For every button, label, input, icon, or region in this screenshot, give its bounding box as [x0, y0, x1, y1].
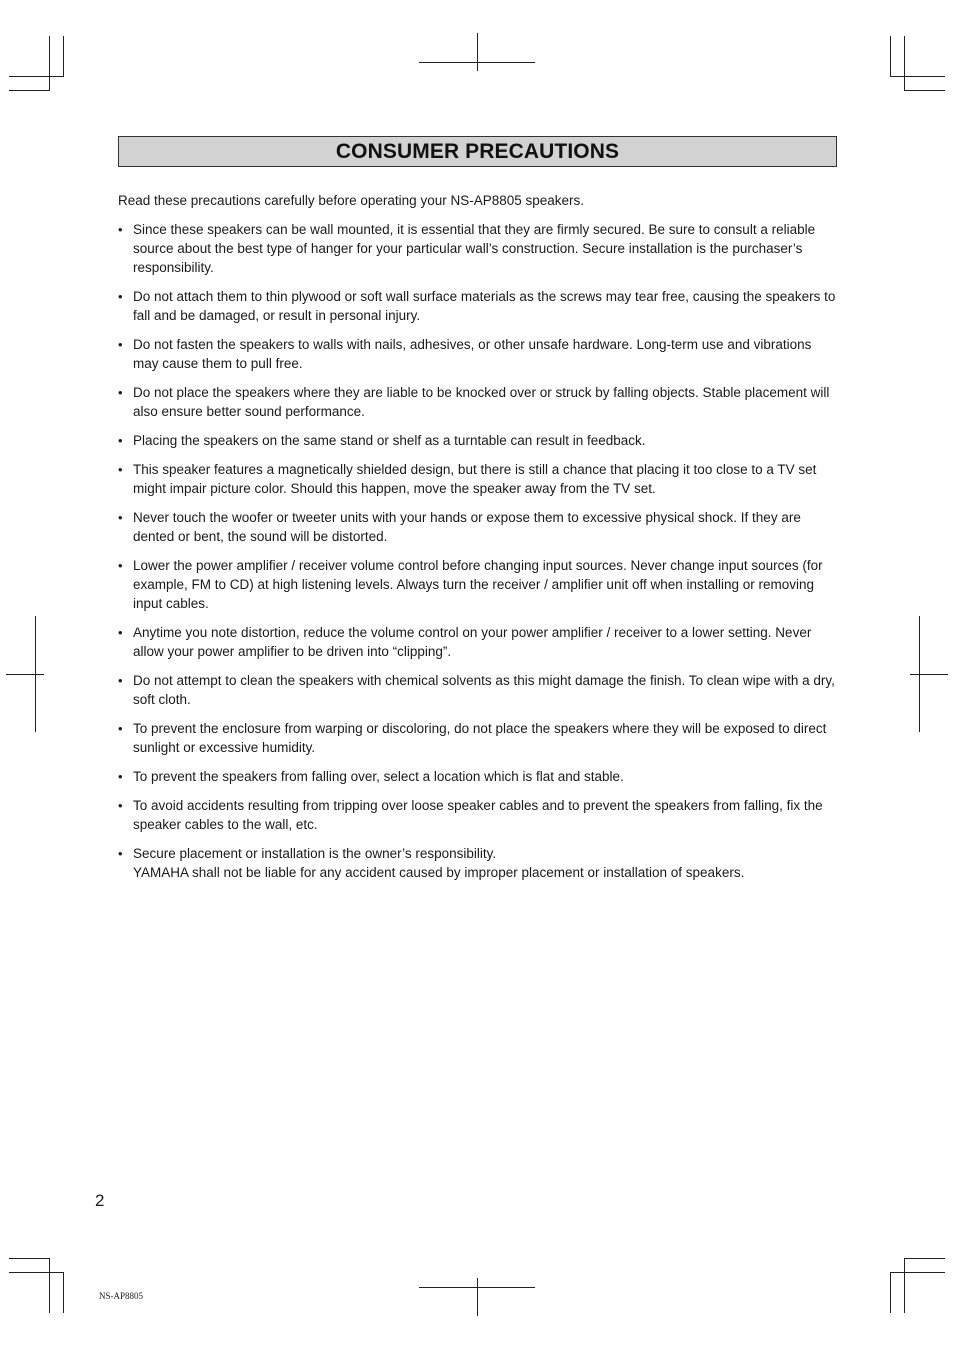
bullet: • — [118, 558, 123, 573]
bullet: • — [118, 462, 123, 477]
crop-mark — [890, 1272, 945, 1273]
crop-mark — [6, 674, 44, 675]
bullet: • — [118, 769, 123, 785]
bullet: • — [118, 846, 123, 861]
list-item-text: Secure placement or installation is the owner’s responsibility. — [133, 846, 497, 861]
section-title-box — [118, 136, 837, 167]
bullet: • — [118, 337, 123, 353]
crop-mark — [890, 36, 891, 77]
bullet: • — [118, 798, 123, 813]
list-item-text: Lower the power amplifier / receiver volume control before changing input sources. Never change input sources (for example, FM to CD) at high listening levels. Always turn the receiver / amplifier unit off when installing or removing input cables. — [133, 558, 823, 612]
list-item — [118, 335, 836, 373]
list-item-text: Since these speakers can be wall mounted, it is essential that they are firmly secured. Be sure to consult a reliable source about the best type of hanger for your particular wall’s construction. Secure installation is the purchaser’s responsibility. — [133, 222, 816, 276]
crop-mark — [904, 1258, 945, 1259]
crop-mark — [890, 76, 945, 77]
list-item — [118, 383, 836, 421]
footer-model-code: NS-AP8805 — [99, 1291, 144, 1301]
list-item — [118, 796, 836, 834]
crop-mark — [890, 1272, 891, 1313]
list-item-text: This speaker features a magnetically shielded design, but there is still a chance that placing it too close to a TV set might impair picture color. Should this happen, move the speaker away from the TV set. — [133, 462, 817, 497]
list-item-text: To prevent the enclosure from warping or discoloring, do not place the speakers where they will be exposed to direct sunlight or excessive humidity. — [133, 721, 827, 756]
crop-mark — [49, 36, 50, 91]
list-item-text-line2: YAMAHA shall not be liable for any accident caused by improper placement or installation of speakers. — [133, 865, 745, 881]
crop-mark — [904, 36, 905, 91]
crop-mark — [419, 62, 535, 63]
bullet: • — [118, 673, 123, 689]
list-item-text: Placing the speakers on the same stand or shelf as a turntable can result in feedback. — [133, 433, 646, 449]
list-item-text: Do not attach them to thin plywood or soft wall surface materials as the screws may tear free, causing the speakers to fall and be damaged, or result in personal injury. — [133, 289, 836, 324]
bullet: • — [118, 385, 123, 401]
list-item-text: To prevent the speakers from falling over, select a location which is flat and stable. — [133, 769, 624, 785]
list-item-text: Anytime you note distortion, reduce the volume control on your power amplifier / receiver to a lower setting. Never allow your power amplifier to be driven into “clipping”. — [133, 625, 812, 660]
list-item — [118, 287, 836, 325]
list-item — [118, 508, 836, 546]
list-item — [118, 844, 836, 882]
page-number: 2 — [95, 1191, 105, 1210]
bullet: • — [118, 510, 123, 525]
list-item-text: Do not fasten the speakers to walls with nails, adhesives, or other unsafe hardware. Long-term use and vibrations may cause them to pull free. — [133, 337, 812, 372]
list-item — [118, 623, 836, 661]
crop-mark — [477, 33, 478, 71]
list-item-text: Do not attempt to clean the speakers with chemical solvents as this might damage the finish. To clean wipe with a dry, soft cloth. — [133, 673, 835, 708]
list-item-text: To avoid accidents resulting from tripping over loose speaker cables and to prevent the speakers from falling, fix the speaker cables to the wall, etc. — [133, 798, 823, 833]
crop-mark — [419, 1287, 535, 1288]
list-item — [118, 220, 836, 278]
crop-mark — [9, 90, 50, 91]
list-item — [118, 719, 836, 757]
crop-mark — [9, 76, 64, 77]
list-item — [118, 671, 836, 709]
list-item-text: Do not place the speakers where they are liable to be knocked over or struck by falling objects. Stable placement will also ensure better sound performance. — [133, 385, 830, 420]
page-title: CONSUMER PRECAUTIONS — [335, 139, 620, 163]
crop-mark — [63, 36, 64, 77]
crop-mark — [910, 674, 948, 675]
bullet: • — [118, 222, 123, 237]
crop-mark — [9, 1258, 50, 1259]
list-item — [118, 460, 836, 498]
list-item — [118, 767, 836, 786]
intro-paragraph: Read these precautions carefully before operating your NS-AP8805 speakers. — [118, 193, 585, 208]
crop-mark — [9, 1272, 64, 1273]
crop-mark — [63, 1272, 64, 1313]
bullet: • — [118, 433, 123, 449]
bullet: • — [118, 289, 123, 305]
crop-mark — [49, 1258, 50, 1313]
bullet: • — [118, 625, 123, 641]
crop-mark — [477, 1278, 478, 1316]
precautions-list — [118, 220, 836, 892]
list-item-text: Never touch the woofer or tweeter units with your hands or expose them to excessive physical shock. If they are dented or bent, the sound will be distorted. — [133, 510, 801, 545]
crop-mark — [904, 1258, 905, 1313]
bullet: • — [118, 721, 123, 737]
crop-mark — [904, 90, 945, 91]
list-item — [118, 556, 836, 614]
list-item — [118, 431, 836, 450]
